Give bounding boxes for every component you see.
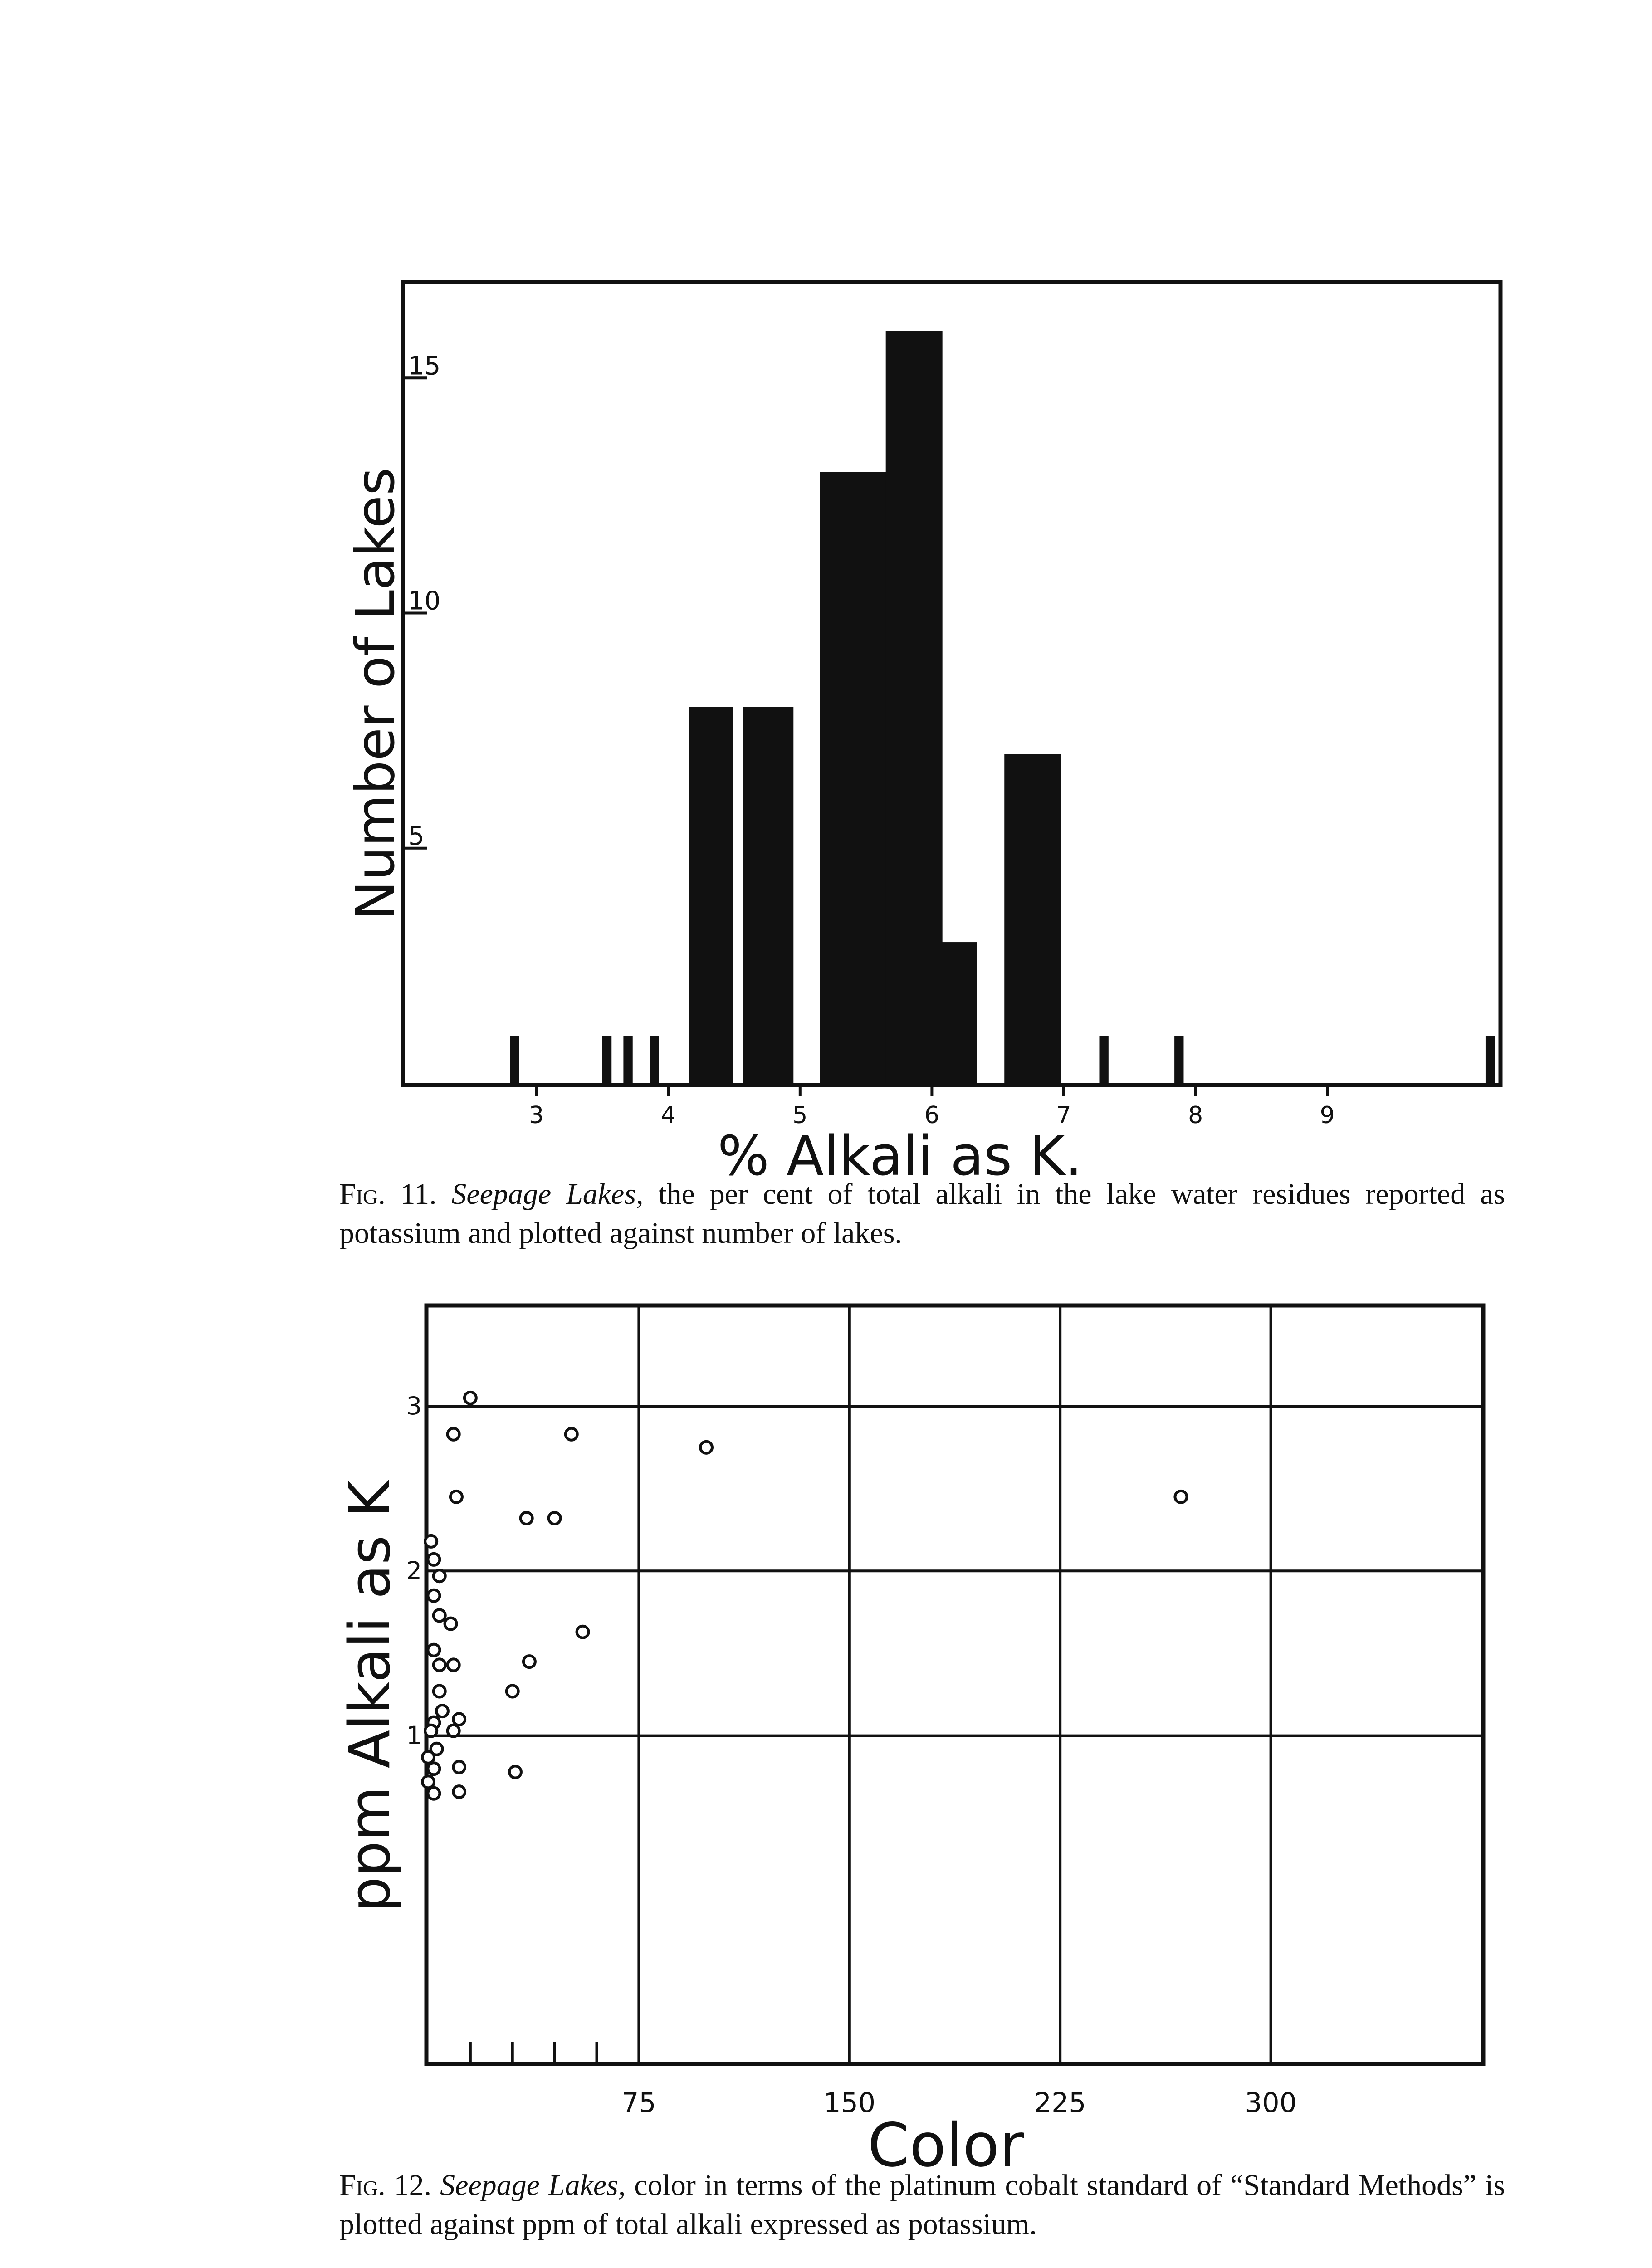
figure-12-caption	[339, 2166, 1505, 2244]
y-tick-label: 2	[406, 1556, 422, 1585]
bar	[623, 1036, 632, 1083]
data-point	[428, 1763, 440, 1774]
y-tick-label: 5	[408, 821, 425, 851]
bar	[689, 707, 733, 1083]
y-tick-label: 1	[406, 1721, 422, 1750]
bar-series	[510, 331, 1495, 1083]
scatter-points	[422, 1392, 1187, 1799]
data-point	[700, 1442, 712, 1453]
data-point	[577, 1626, 589, 1638]
figure-11-caption	[339, 1175, 1505, 1253]
x-axis-label: Color	[867, 2111, 1024, 2180]
bar	[510, 1036, 519, 1083]
x-tick-label: 3	[529, 1102, 544, 1129]
data-point	[422, 1776, 434, 1788]
bar	[941, 942, 977, 1083]
data-point	[428, 1788, 440, 1799]
data-point	[453, 1713, 465, 1725]
x-tick-label: 150	[823, 2087, 876, 2119]
x-tick-label: 300	[1245, 2087, 1297, 2119]
data-point	[428, 1644, 440, 1656]
data-point	[434, 1570, 445, 1582]
data-point	[523, 1656, 535, 1667]
plot-frame	[426, 1305, 1483, 2064]
y-tick-label: 15	[408, 351, 441, 381]
y-tick-label: 3	[406, 1391, 422, 1420]
bar	[1486, 1036, 1495, 1083]
x-tick-label: 5	[792, 1102, 808, 1129]
figure-12-scatter	[0, 1297, 1652, 2186]
data-point	[448, 1725, 459, 1737]
bar	[1099, 1036, 1108, 1083]
x-tick-label: 6	[924, 1102, 939, 1129]
y-axis-ticks	[406, 1392, 422, 1750]
data-point	[422, 1751, 434, 1763]
bar	[602, 1036, 611, 1083]
grid-lines	[428, 1307, 1481, 2062]
x-tick-label: 9	[1320, 1102, 1335, 1129]
bar	[886, 331, 943, 1083]
bar	[743, 707, 793, 1083]
y-axis-label: Number of Lakes	[344, 467, 406, 921]
figure-number: Fig. 11.	[339, 1178, 437, 1211]
data-point	[428, 1554, 440, 1565]
data-point	[428, 1590, 440, 1602]
bar	[1004, 754, 1061, 1083]
data-point	[464, 1392, 476, 1404]
data-point	[453, 1786, 465, 1798]
x-axis-ticks	[529, 1083, 1335, 1129]
data-point	[425, 1535, 437, 1547]
y-axis-label: ppm Alkali as K	[337, 1480, 403, 1913]
y-axis-ticks	[405, 351, 440, 850]
data-point	[448, 1659, 459, 1671]
x-tick-label: 75	[621, 2087, 656, 2119]
data-point	[448, 1428, 459, 1440]
x-axis-label: % Alkali as K.	[717, 1125, 1083, 1188]
data-point	[521, 1512, 533, 1524]
x-axis-ticks	[470, 2042, 1297, 2119]
bar	[1174, 1036, 1183, 1083]
caption-title: Seepage Lakes,	[451, 1178, 644, 1211]
caption-title: Seepage Lakes,	[440, 2169, 626, 2202]
data-point	[450, 1491, 462, 1503]
data-point	[507, 1686, 518, 1697]
data-point	[445, 1618, 457, 1630]
data-point	[1175, 1491, 1187, 1503]
bar	[820, 472, 887, 1083]
data-point	[436, 1705, 448, 1717]
data-point	[425, 1725, 437, 1737]
data-point	[434, 1686, 445, 1697]
caption-text: the per cent of total alkali in the lake water residues reported as potassium and plotted against number of lakes.	[339, 1178, 1505, 1250]
x-tick-label: 8	[1188, 1102, 1203, 1129]
y-tick-label: 10	[408, 586, 441, 616]
caption-text: color in terms of the platinum cobalt standard of “Standard Methods” is plotted against ppm of total alkali expressed as potassium.	[339, 2169, 1505, 2241]
data-point	[434, 1659, 445, 1671]
data-point	[566, 1428, 577, 1440]
data-point	[453, 1761, 465, 1773]
x-tick-label: 225	[1034, 2087, 1086, 2119]
data-point	[434, 1609, 445, 1621]
x-tick-label: 7	[1056, 1102, 1071, 1129]
figure-number: Fig. 12.	[339, 2169, 432, 2202]
bar	[650, 1036, 659, 1083]
data-point	[549, 1512, 561, 1524]
data-point	[509, 1766, 521, 1778]
x-tick-label: 4	[660, 1102, 676, 1129]
